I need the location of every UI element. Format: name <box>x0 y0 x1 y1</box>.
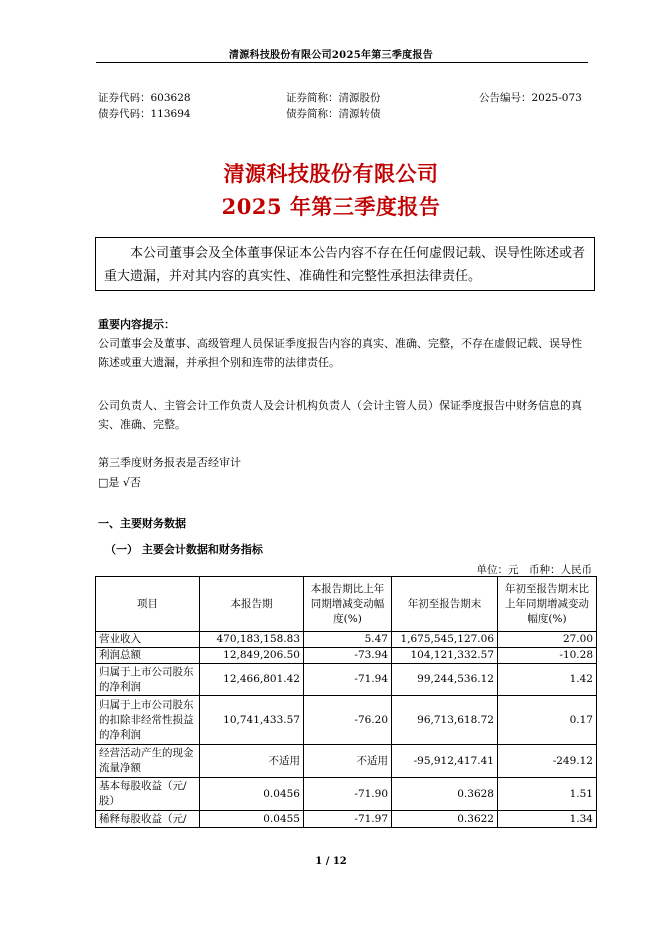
row-label: 利润总额 <box>96 648 200 664</box>
cell-ytd-change: 1.42 <box>498 664 597 696</box>
row-label: 稀释每股收益（元/ <box>96 811 200 828</box>
cell-ytd: 99,244,536.12 <box>392 664 498 696</box>
audit-answer: □是 √否 <box>98 476 141 489</box>
cell-ytd: -95,912,417.41 <box>392 745 498 778</box>
announcement-number: 公告编号：2025-073 <box>479 92 582 104</box>
cell-current-period: 10,741,433.57 <box>200 696 304 745</box>
cell-current-period: 12,466,801.42 <box>200 664 304 696</box>
cell-current-change: -76.20 <box>304 696 392 745</box>
table-row <box>96 811 597 828</box>
table-row <box>96 664 597 696</box>
col-header-ytd: 年初至报告期末 <box>392 577 498 632</box>
board-guarantee-notice: 本公司董事会及全体董事保证本公告内容不存在任何虚假记载、误导性陈述或者重大遗漏，并对其内容的真实性、准确性和完整性承担法律责任。 <box>95 237 595 291</box>
cell-ytd: 0.3622 <box>392 811 498 828</box>
section-main-financial-data: 一、主要财务数据 <box>98 517 186 530</box>
col-header-item: 项目 <box>96 577 200 632</box>
important-para-finance: 公司负责人、主管会计工作负责人及会计机构负责人（会计主管人员）保证季度报告中财务信息的真实、准确、完整。 <box>98 399 582 431</box>
important-para-directors: 公司董事会及董事、高级管理人员保证季度报告内容的真实、准确、完整，不存在虚假记载、误导性陈述或重大遗漏，并承担个别和连带的法律责任。 <box>98 337 582 369</box>
report-title-period: 2025 年第三季度报告 <box>221 194 441 219</box>
cell-ytd-change: 27.00 <box>498 632 597 648</box>
table-row <box>96 696 597 745</box>
cell-current-change: 5.47 <box>304 632 392 648</box>
important-heading: 重要内容提示： <box>98 318 175 331</box>
cell-current-change: -73.94 <box>304 648 392 664</box>
header-rule <box>96 62 588 63</box>
stock-code: 证券代码：603628 <box>98 92 191 104</box>
col-header-current-period: 本报告期 <box>200 577 304 632</box>
row-label: 归属于上市公司股东的净利润 <box>96 664 200 696</box>
audit-question: 第三季度财务报表是否经审计 <box>98 456 241 469</box>
cell-current-change: 不适用 <box>304 745 392 778</box>
cell-ytd-change: 1.34 <box>498 811 597 828</box>
col-header-current-change: 本报告期比上年同期增减变动幅度(%) <box>304 577 392 632</box>
cell-current-period: 不适用 <box>200 745 304 778</box>
subsection-key-indicators: （一） 主要会计数据和财务指标 <box>105 543 263 556</box>
bond-abbr: 债券简称：清源转债 <box>286 108 381 120</box>
cell-ytd: 104,121,332.57 <box>392 648 498 664</box>
table-header-row <box>96 577 597 632</box>
key-financial-table <box>95 576 597 828</box>
cell-ytd: 96,713,618.72 <box>392 696 498 745</box>
row-label: 营业收入 <box>96 632 200 648</box>
row-label: 经营活动产生的现金流量净额 <box>96 745 200 778</box>
cell-current-change: -71.90 <box>304 778 392 811</box>
table-row <box>96 778 597 811</box>
running-header: 清源科技股份有限公司2025年第三季度报告 <box>228 50 434 61</box>
table-row <box>96 648 597 664</box>
cell-current-period: 0.0455 <box>200 811 304 828</box>
stock-abbr: 证券简称：清源股份 <box>286 92 381 104</box>
table-row <box>96 745 597 778</box>
cell-current-period: 0.0456 <box>200 778 304 811</box>
row-label: 归属于上市公司股东的扣除非经常性损益的净利润 <box>96 696 200 745</box>
row-label: 基本每股收益（元/股） <box>96 778 200 811</box>
unit-note: 单位：元 币种：人民币 <box>476 564 592 576</box>
page-number: 1 / 12 <box>315 856 347 867</box>
cell-ytd: 0.3628 <box>392 778 498 811</box>
cell-ytd-change: -249.12 <box>498 745 597 778</box>
cell-ytd-change: -10.28 <box>498 648 597 664</box>
bond-code: 债券代码：113694 <box>98 108 191 120</box>
cell-ytd: 1,675,545,127.06 <box>392 632 498 648</box>
cell-ytd-change: 1.51 <box>498 778 597 811</box>
cell-current-period: 470,183,158.83 <box>200 632 304 648</box>
table-row <box>96 632 597 648</box>
report-title-company: 清源科技股份有限公司 <box>223 161 439 186</box>
cell-current-change: -71.97 <box>304 811 392 828</box>
cell-current-period: 12,849,206.50 <box>200 648 304 664</box>
col-header-ytd-change: 年初至报告期末比上年同期增减变动幅度(%) <box>498 577 597 632</box>
cell-current-change: -71.94 <box>304 664 392 696</box>
cell-ytd-change: 0.17 <box>498 696 597 745</box>
